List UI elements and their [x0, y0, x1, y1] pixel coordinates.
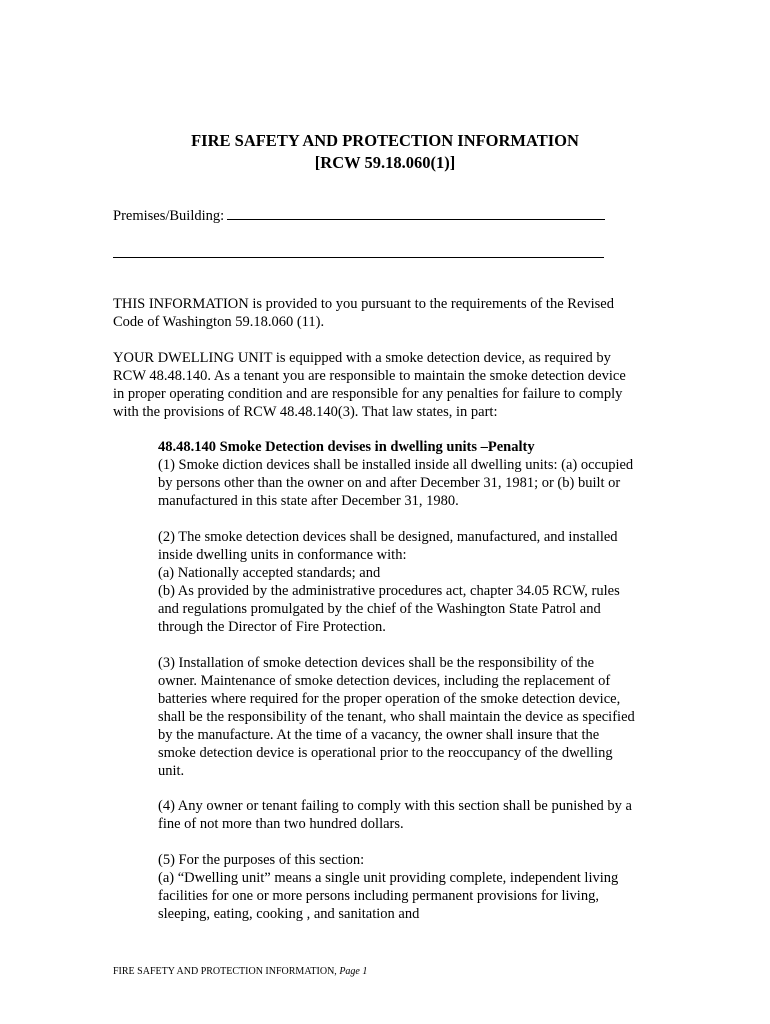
statute-line: sleeping, eating, cooking , and sanitation and	[158, 906, 420, 922]
statute-line: through the Director of Fire Protection.	[158, 619, 386, 635]
premises-blank-line-2[interactable]	[113, 257, 604, 258]
statute-line: (4) Any owner or tenant failing to comply with this section shall be punished by a	[158, 798, 632, 814]
statute-line: owner. Maintenance of smoke detection devices, including the replacement of	[158, 673, 611, 689]
document-title: FIRE SAFETY AND PROTECTION INFORMATION	[191, 131, 579, 150]
statute-line: unit.	[158, 763, 185, 779]
statute-line: facilities for one or more persons including permanent provisions for living,	[158, 888, 599, 904]
statute-line: batteries where required for the proper operation of the smoke detection device,	[158, 691, 621, 707]
statute-line: inside dwelling units in conformance with:	[158, 547, 407, 563]
statute-citation: [RCW 59.18.060(1)]	[314, 153, 456, 172]
page-footer	[113, 966, 367, 978]
statute-line: (3) Installation of smoke detection devices shall be the responsibility of the	[158, 655, 595, 671]
paragraph-line: with the provisions of RCW 48.48.140(3). That law states, in part:	[113, 404, 498, 420]
statute-line: shall be the responsibility of the tenant, who shall maintain the device as specified	[158, 709, 635, 725]
footer-page-number: Page 1	[339, 966, 368, 977]
intro-paragraph	[113, 295, 649, 331]
premises-blank-line[interactable]	[227, 205, 605, 220]
statute-line: (2) The smoke detection devices shall be designed, manufactured, and installed	[158, 529, 618, 545]
statute-line: by persons other than the owner on and after December 31, 1981; or (b) built or	[158, 475, 621, 491]
footer-title: FIRE SAFETY AND PROTECTION INFORMATION,	[113, 966, 337, 977]
statute-line: (b) As provided by the administrative procedures act, chapter 34.05 RCW, rules	[158, 583, 620, 599]
statute-section-3	[158, 654, 658, 780]
statute-line: smoke detection device is operational prior to the reoccupancy of the dwelling	[158, 745, 613, 761]
statute-section-4	[158, 797, 658, 833]
statute-heading: 48.48.140 Smoke Detection devises in dwelling units –Penalty	[158, 439, 535, 455]
premises-label: Premises/Building:	[113, 208, 225, 224]
statute-line: (a) Nationally accepted standards; and	[158, 565, 381, 581]
paragraph-line: Code of Washington 59.18.060 (11).	[113, 314, 325, 330]
statute-line: and regulations promulgated by the chief of the Washington State Patrol and	[158, 601, 601, 617]
statute-line: (5) For the purposes of this section:	[158, 852, 365, 868]
statute-line: (1) Smoke diction devices shall be installed inside all dwelling units: (a) occupied	[158, 457, 634, 473]
statute-line: manufactured in this state after December 31, 1980.	[158, 493, 459, 509]
statute-section-5	[158, 851, 658, 923]
dwelling-paragraph	[113, 349, 649, 421]
paragraph-line: in proper operating condition and are responsible for any penalties for failure to comply	[113, 386, 623, 402]
statute-section-2	[158, 528, 658, 636]
statute-line: fine of not more than two hundred dollars.	[158, 816, 404, 832]
paragraph-line: THIS INFORMATION is provided to you pursuant to the requirements of the Revised	[113, 296, 614, 312]
statute-line: (a) “Dwelling unit” means a single unit providing complete, independent living	[158, 870, 619, 886]
statute-line: by the manufacture. At the time of a vacancy, the owner shall insure that the	[158, 727, 600, 743]
paragraph-line: RCW 48.48.140. As a tenant you are responsible to maintain the smoke detection device	[113, 368, 626, 384]
premises-field	[113, 205, 605, 226]
statute-section-1	[158, 456, 658, 510]
paragraph-line: YOUR DWELLING UNIT is equipped with a smoke detection device, as required by	[113, 350, 611, 366]
